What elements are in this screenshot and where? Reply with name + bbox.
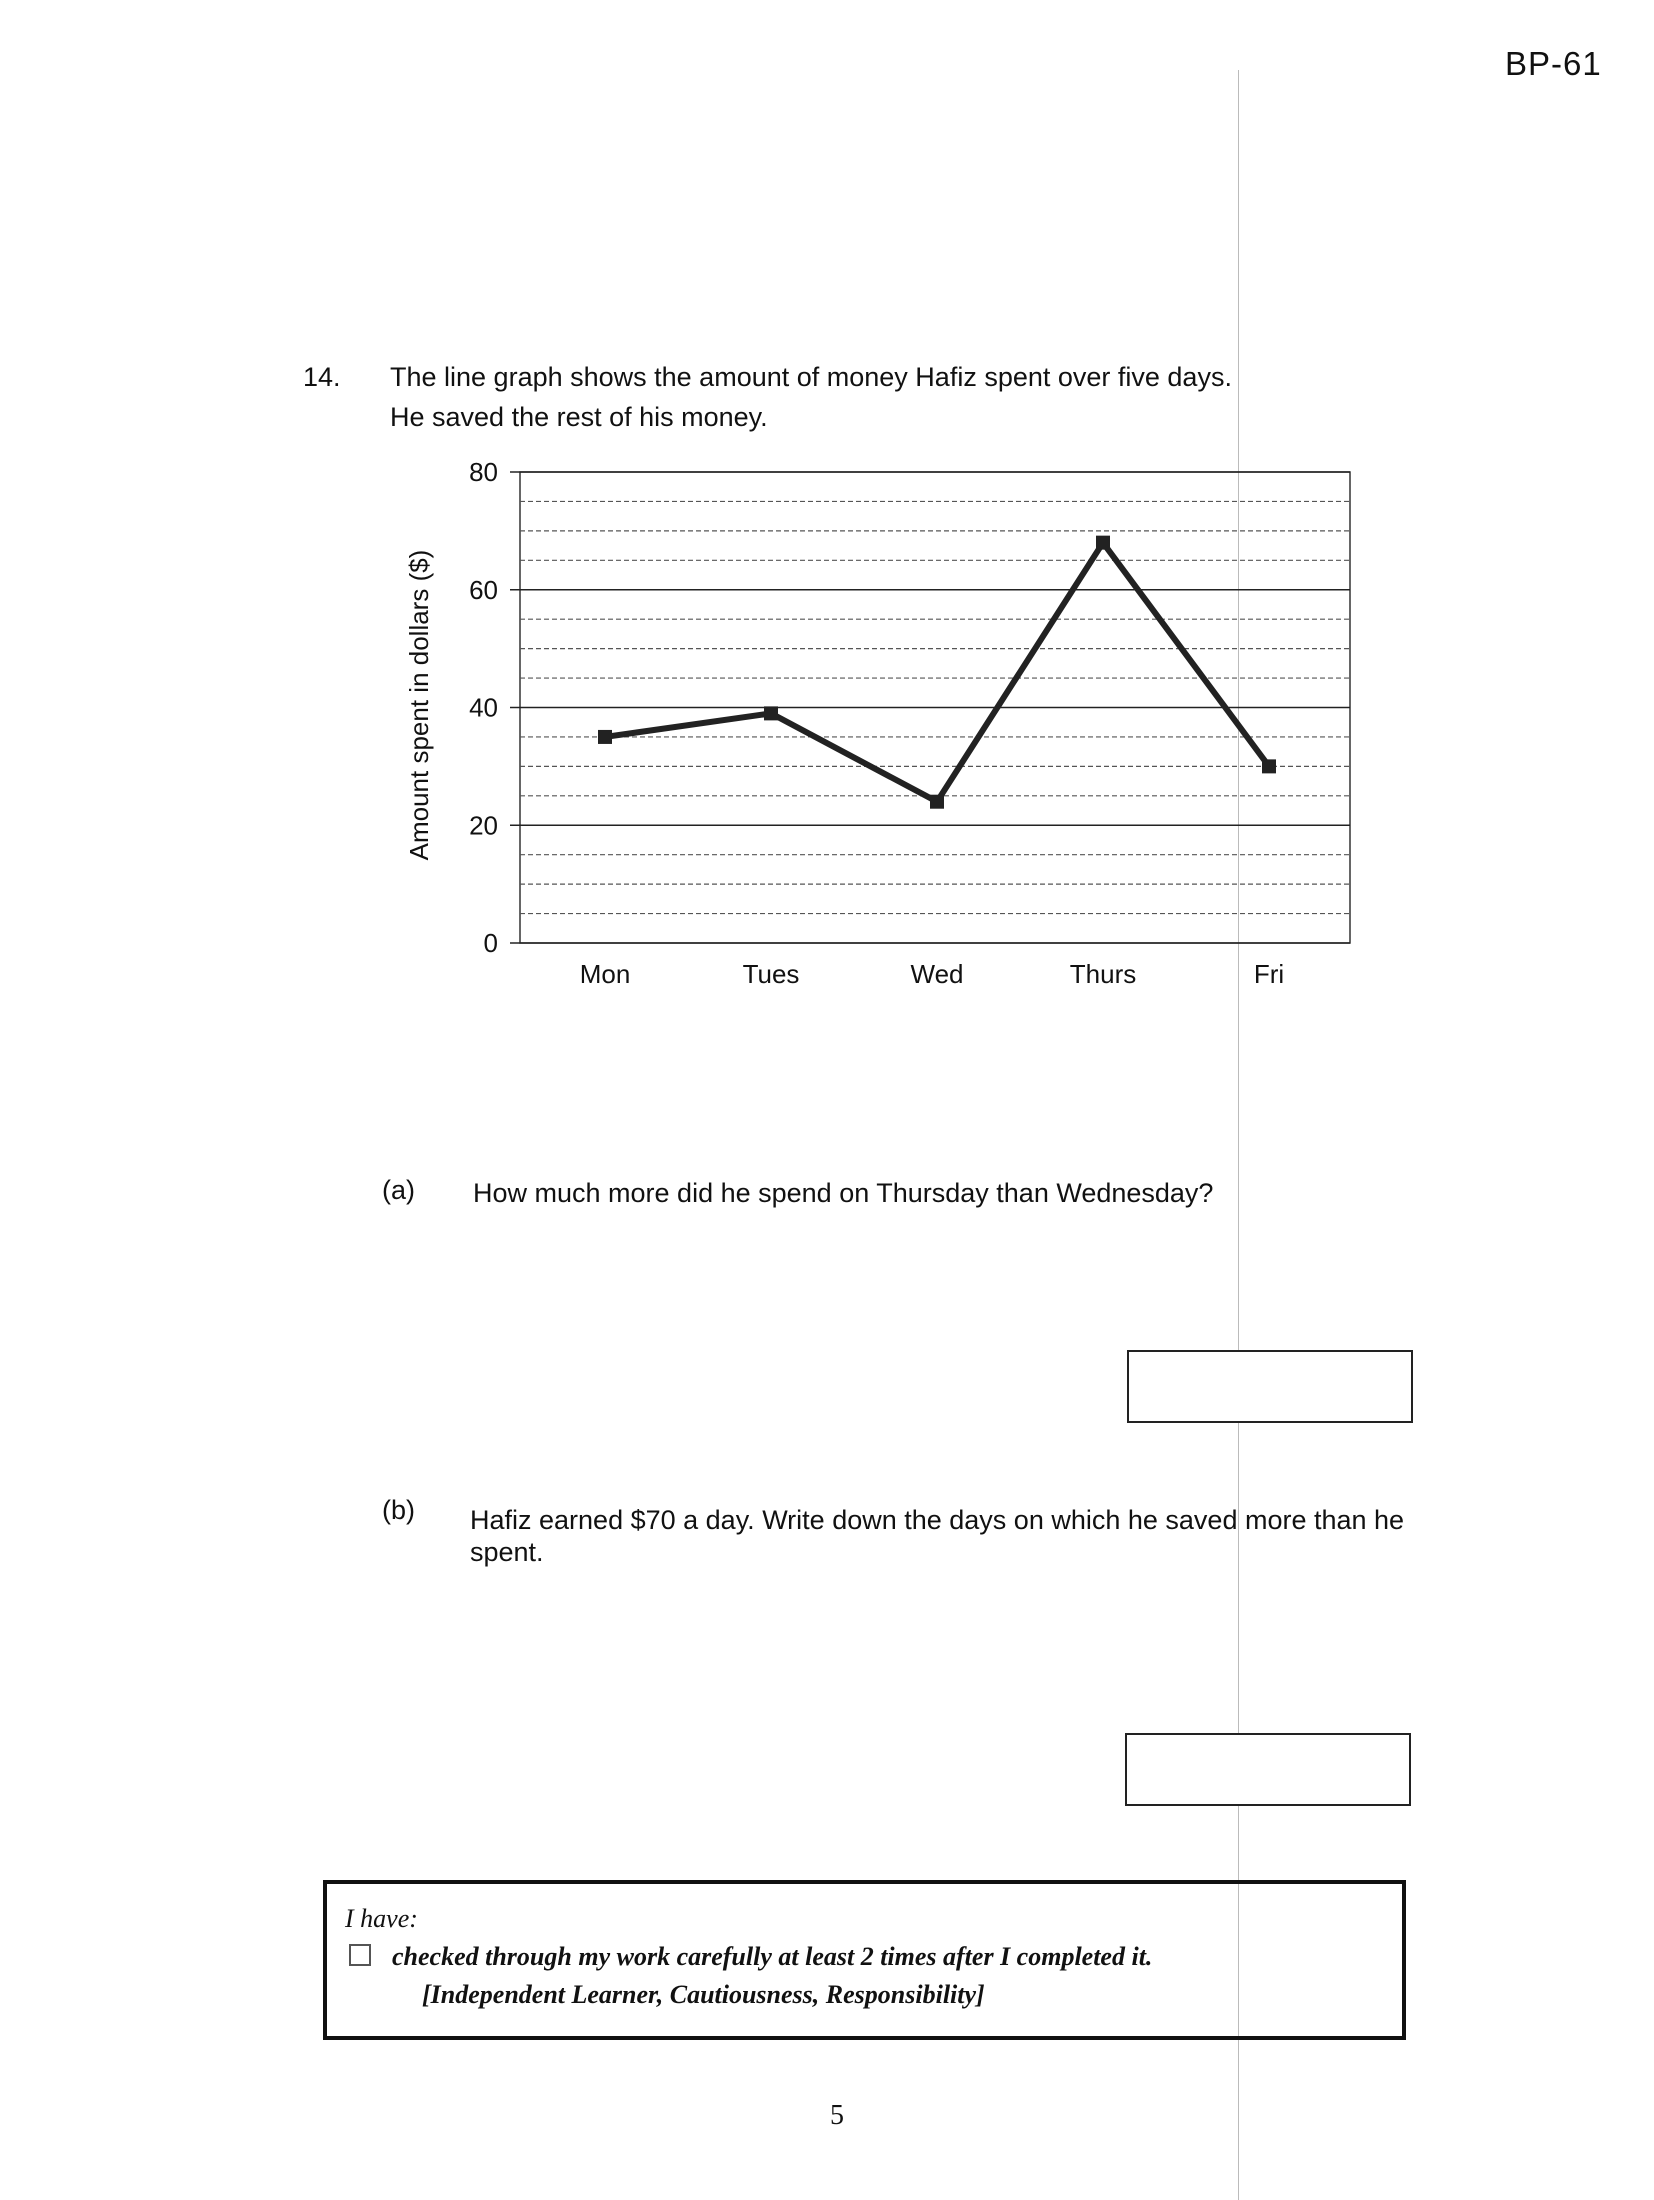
answer-box-a[interactable] xyxy=(1127,1350,1413,1423)
data-point-marker xyxy=(1096,536,1110,550)
y-tick-label: 20 xyxy=(469,810,498,841)
checklist-item: checked through my work carefully at least 2 times after I completed it. xyxy=(392,1942,1153,1971)
data-point-marker xyxy=(930,795,944,809)
checklist-heading: I have: xyxy=(345,1904,418,1933)
question-text-line-1: The line graph shows the amount of money Hafiz spent over five days. xyxy=(390,362,1232,392)
x-tick-label: Mon xyxy=(579,959,631,989)
chart-y-ticks xyxy=(469,457,520,958)
x-tick-label: Thurs xyxy=(1069,959,1137,989)
checkbox-icon[interactable] xyxy=(349,1944,371,1966)
x-tick-label: Wed xyxy=(910,959,964,989)
self-check-box xyxy=(323,1880,1406,2040)
part-b-question-line-2: spent. xyxy=(470,1537,544,1567)
page-number: 5 xyxy=(830,2100,844,2131)
chart-x-ticks xyxy=(580,959,1284,989)
y-tick-label: 80 xyxy=(469,457,498,487)
line-chart xyxy=(0,0,1654,1040)
question-text-line-2: He saved the rest of his money. xyxy=(390,402,768,432)
y-tick-label: 60 xyxy=(469,574,498,605)
data-point-marker xyxy=(598,730,612,744)
part-b-question-line-1: Hafiz earned $70 a day. Write down the days on which he saved more than he xyxy=(470,1505,1405,1535)
chart-y-axis-label: Amount spent in dollars ($) xyxy=(404,549,434,861)
answer-box-b[interactable] xyxy=(1125,1733,1411,1806)
part-b-label: (b) xyxy=(382,1495,415,1525)
part-a-question: How much more did he spend on Thursday than Wednesday? xyxy=(473,1178,1214,1208)
page-code: BP-61 xyxy=(1505,45,1602,82)
data-point-marker xyxy=(1262,759,1276,773)
x-tick-label: Tues xyxy=(742,959,800,989)
data-point-marker xyxy=(764,706,778,720)
question-number: 14. xyxy=(303,362,341,392)
series-line xyxy=(605,543,1269,802)
y-tick-label: 40 xyxy=(469,692,498,723)
checklist-values: [Independent Learner, Cautiousness, Responsibility] xyxy=(422,1980,985,2009)
chart-series xyxy=(598,536,1276,809)
y-tick-label: 0 xyxy=(483,928,498,958)
x-tick-label: Fri xyxy=(1253,959,1285,989)
part-a-label: (a) xyxy=(382,1175,415,1205)
